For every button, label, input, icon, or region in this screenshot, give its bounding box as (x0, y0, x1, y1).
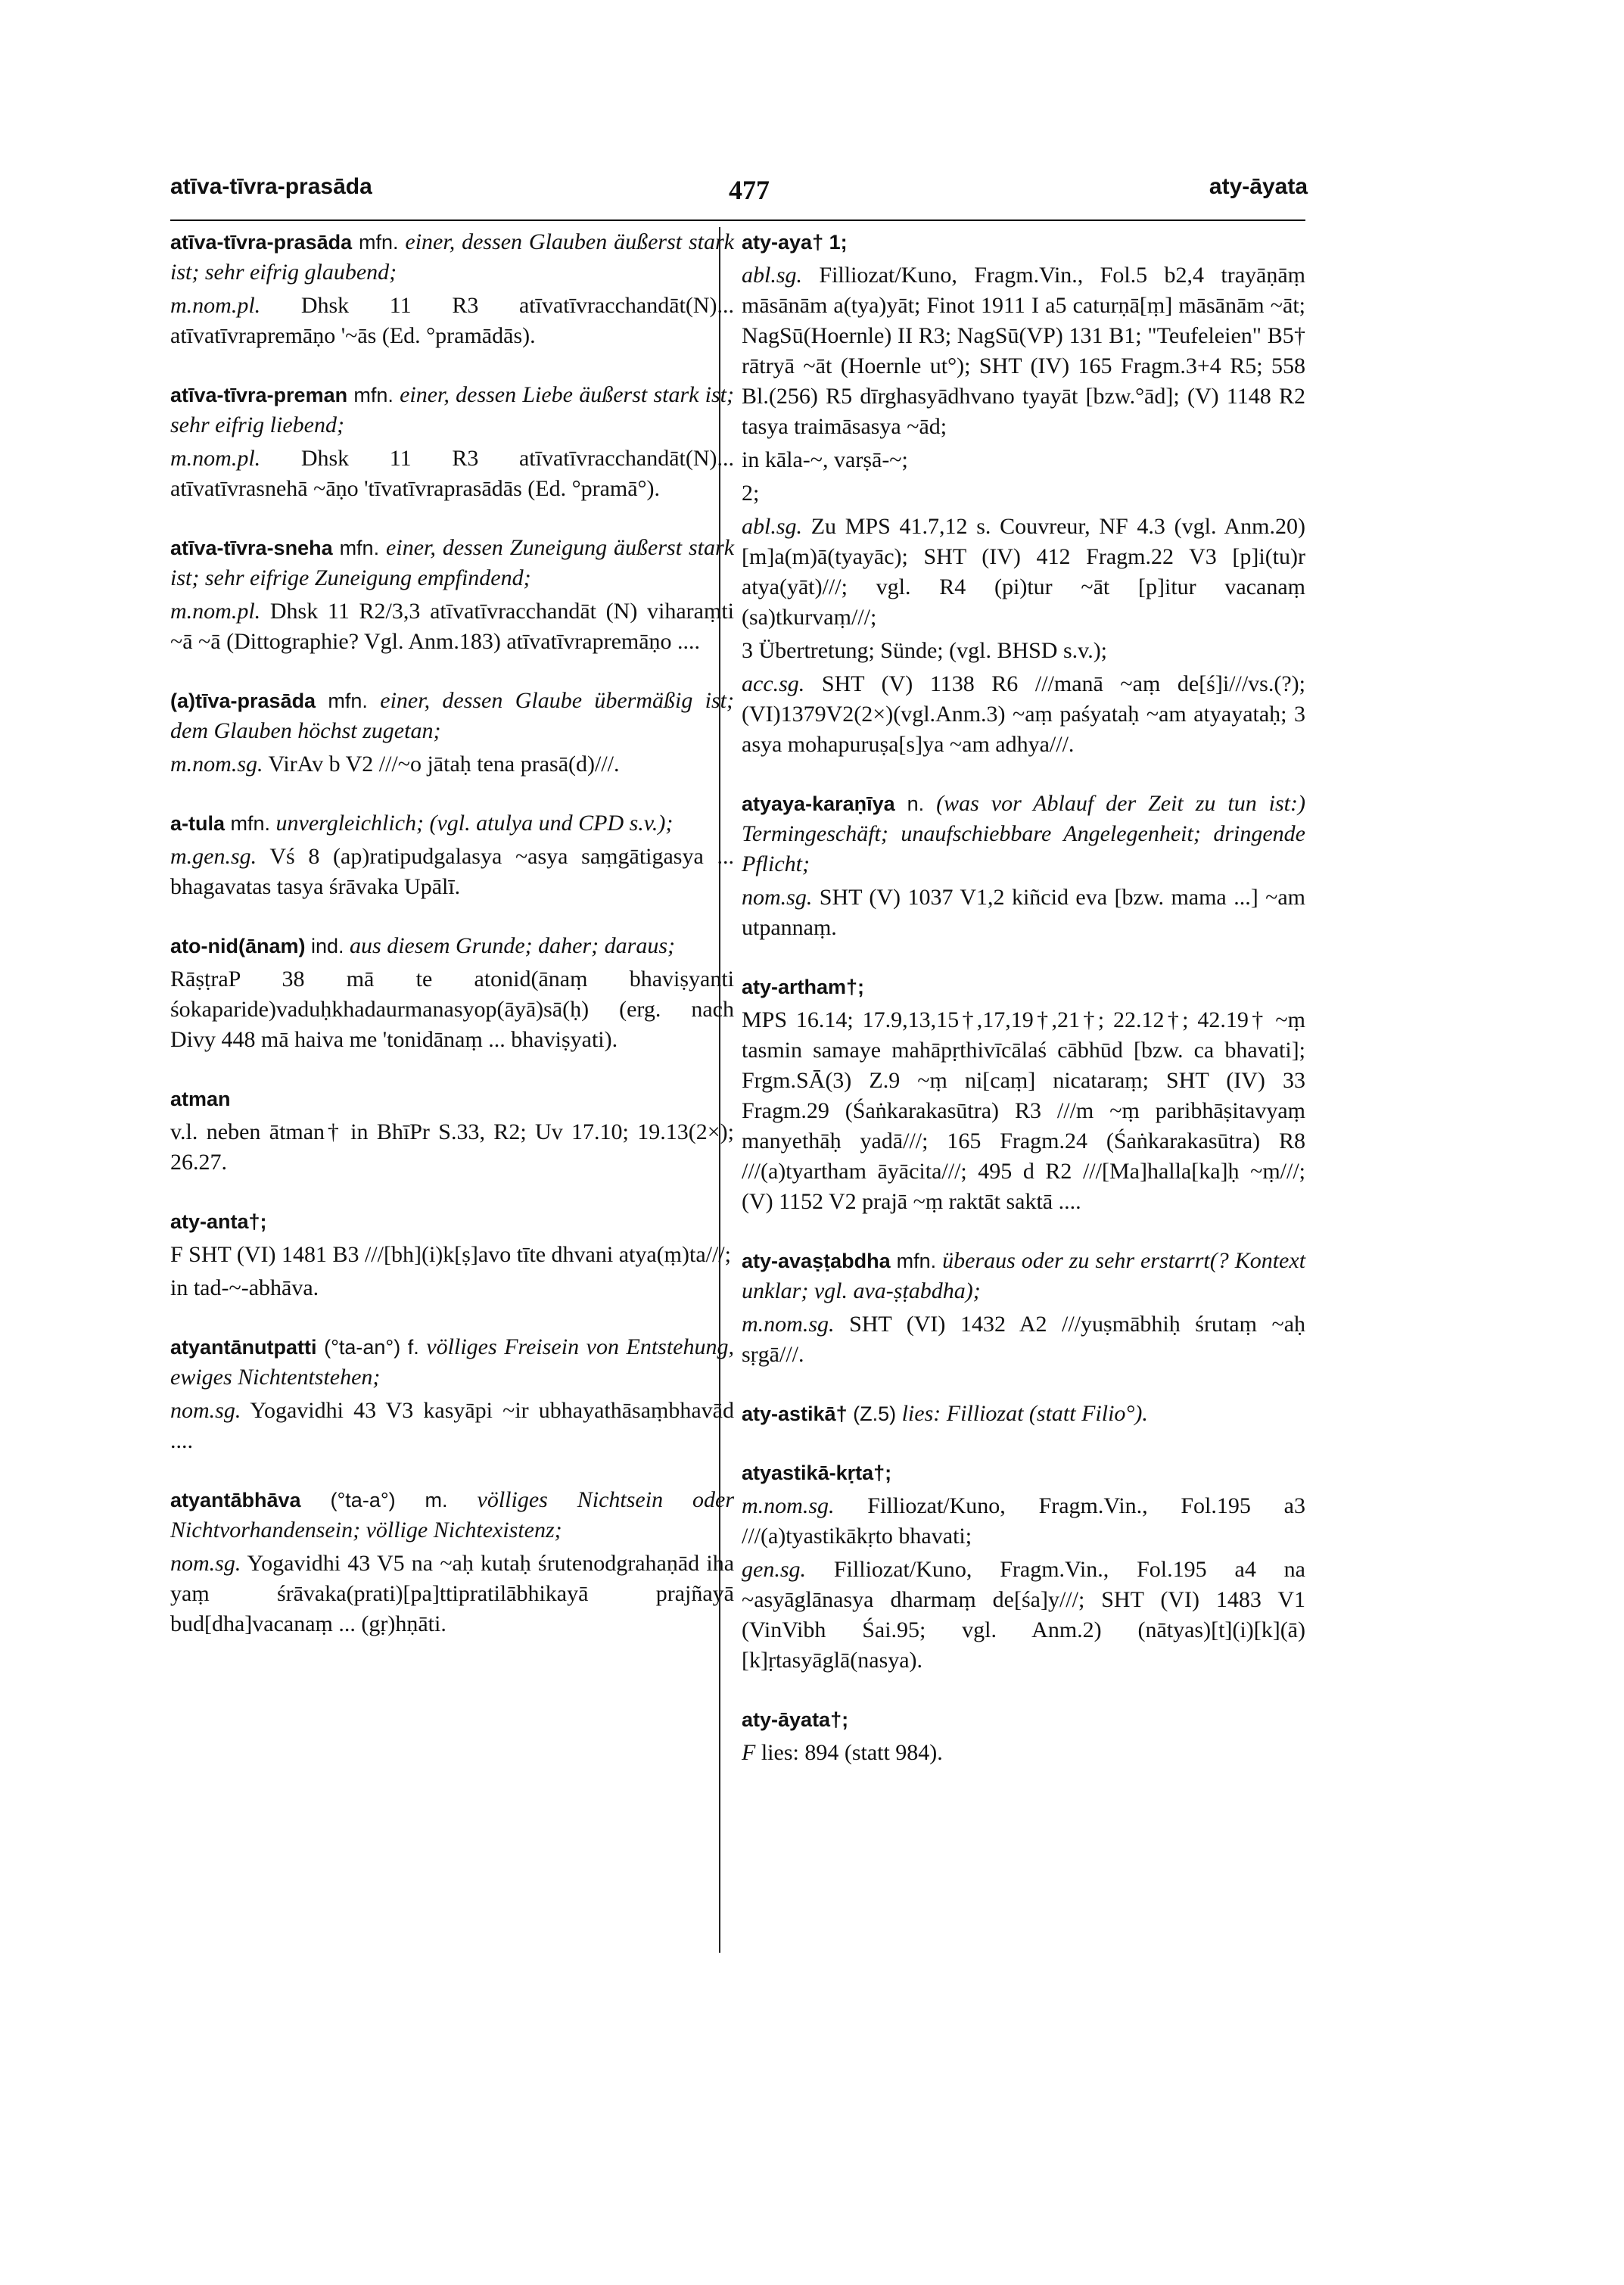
dictionary-entry (742, 1246, 1305, 1370)
entry-citation (170, 1117, 734, 1178)
citation-text: Filliozat/Kuno, Fragm.Vin., Fol.195 a3 ///(a)tyastikākṛto bhavati; (742, 1493, 1305, 1549)
entry-definition: völliges Nichtsein oder Nichtvorhandensein; völlige Nichtexistenz; (170, 1487, 734, 1543)
citation-text: 2; (742, 481, 760, 506)
entry-citation (170, 596, 734, 657)
entry-headline (742, 1246, 1305, 1306)
citation-text: RāṣṭraP 38 mā te atonid(ānaṃ bhaviṣyanti śokaparide)vaduḥkhadaurmanasyop(āyā)sā(ḥ) (erg. nach Divy 448 mā haiva me 'tonidānaṃ ... bhaviṣyati). (170, 967, 734, 1052)
dictionary-entry (170, 1084, 734, 1178)
entry-headline (742, 227, 1305, 257)
citation-text: Zu MPS 41.7,12 s. Couvreur, NF 4.3 (vgl. Anm.20) [m]a(m)ā(tyayāc); SHT (IV) 412 Fragm.22 V3 [p]i(tu)r atya(yāt)///; vgl. R4 (pi)tur ~āt [p]itur vacanaṃ (sa)tkurvaṃ///; (742, 514, 1305, 630)
entry-citation (170, 1549, 734, 1639)
dictionary-entry (742, 1458, 1305, 1676)
dictionary-entry (170, 227, 734, 351)
entry-citation (742, 1309, 1305, 1370)
entry-definition: einer, dessen Glauben äußerst stark ist; sehr eifrig glaubend; (170, 229, 734, 285)
entry-citation (742, 1005, 1305, 1217)
entry-citation (170, 964, 734, 1055)
citation-form-tag: m.gen.sg. (170, 844, 257, 869)
entry-lemma: aty-āyata†; (742, 1708, 849, 1731)
entry-citation (742, 445, 1305, 475)
entry-lemma: atyantānutpatti (170, 1336, 317, 1359)
left-column (170, 227, 734, 1668)
entry-grammar: (°ta-a°) m. (330, 1489, 448, 1511)
entry-definition: lies: Filliozat (statt Filio°). (901, 1401, 1148, 1426)
entry-grammar: (°ta-an°) f. (324, 1336, 419, 1359)
entry-grammar: n. (907, 792, 925, 815)
entry-headline (170, 1485, 734, 1546)
citation-text: VirAv b V2 ///~o jātaḥ tena prasā(d)///. (268, 752, 620, 777)
citation-form-tag: m.nom.sg. (742, 1493, 835, 1518)
dictionary-entry (170, 380, 734, 504)
entry-lemma: aty-artham†; (742, 976, 865, 998)
citation-text: 3 Übertretung; Sünde; (vgl. BHSD s.v.); (742, 638, 1108, 663)
entry-headline (170, 1084, 734, 1114)
entry-lemma: atīva-tīvra-sneha (170, 537, 333, 559)
entry-citation (170, 842, 734, 902)
entry-headline (170, 380, 734, 441)
citation-text: MPS 16.14; 17.9,13,15†,17,19†,21†; 22.12†; 42.19† ~ṃ tasmin samaye mahāpṛthivīcālaś cābhūd [bzw. ca bhavati]; Frgm.SĀ(3) Z.9 ~ṃ ni[caṃ] nicataraṃ; SHT (IV) 33 Fragm.29 (Śaṅkarakasūtra) R3 ///m ~ṃ paribhāṣitavyaṃ manyethāḥ yadā///; 165 Fragm.24 (Śaṅkarakasūtra) R8 ///(a)tyartham āyācita///; 495 d R2 ///[Ma]halla[ka]ḥ ~ṃ///; (V) 1152 V2 prajā ~ṃ raktāt saktā .... (742, 1007, 1305, 1214)
entry-lemma: atīva-tīvra-preman (170, 384, 348, 406)
entry-lemma: ato-nid(ānam) (170, 935, 306, 957)
entry-lemma: (a)tīva-prasāda (170, 690, 316, 712)
entry-headline (170, 808, 734, 839)
citation-form-tag: m.nom.pl. (170, 446, 261, 471)
entry-headline (170, 931, 734, 961)
dictionary-entry (742, 789, 1305, 943)
entry-definition: überaus oder zu sehr erstarrt(? Kontext unklar; vgl. ava-ṣṭabdha); (742, 1248, 1306, 1303)
entry-citation (170, 749, 734, 780)
right-column (742, 227, 1305, 1797)
citation-text: Yogavidhi 43 V3 kasyāpi ~ir ubhayathāsaṃbhavād .... (170, 1398, 734, 1453)
citation-form-tag: m.nom.sg. (170, 752, 263, 777)
dictionary-entry (742, 1399, 1305, 1429)
header-rule (170, 219, 1305, 221)
citation-text: in kāla-~, varṣā-~; (742, 447, 908, 472)
entry-headline (170, 686, 734, 746)
entry-definition: unvergleichlich; (vgl. atulya und CPD s.v.); (275, 811, 674, 836)
entry-headline (742, 972, 1305, 1002)
entry-lemma: aty-anta†; (170, 1210, 267, 1233)
citation-text: Yogavidhi 43 V5 na ~aḥ kutaḥ śrutenodgrahaṇād iha yaṃ śrāvaka(prati)[pa]ttipratilābhikayā prajñayā bud[dha]vacanaṃ ... (gṛ)hṇāti. (170, 1551, 735, 1636)
entry-headline (742, 1704, 1305, 1735)
citation-text: Filliozat/Kuno, Fragm.Vin., Fol.195 a4 na ~asyāglānasya dharmaṃ de[śa]y///; SHT (VI) 1483 V1 (VinVibh Śai.95; vgl. Anm.2) (nātyas)[t](i)[k](ā)[k]ṛtasyāglā(nasya). (742, 1557, 1306, 1673)
entry-definition: völliges Freisein von Entstehung, ewiges Nichtentstehen; (170, 1334, 734, 1390)
citation-text: Dhsk 11 R3 atīvatīvracchandāt(N)... atīvatīvrasnehā ~āṇo 'tīvatīvraprasādās (Ed. °pramā°). (170, 446, 734, 501)
dictionary-entry (170, 1332, 734, 1456)
entry-headline (742, 1458, 1305, 1488)
header-right-guideword: aty-āyata (1209, 174, 1308, 199)
citation-text: Dhsk 11 R2/3,3 atīvatīvracchandāt (N) viharaṃti ~ā ~ā (Dittographie? Vgl. Anm.183) atīvatīvrapremāṇo .... (170, 599, 734, 654)
entry-definition: einer, dessen Liebe äußerst stark ist; sehr eifrig liebend; (170, 382, 735, 437)
citation-text: Dhsk 11 R3 atīvatīvracchandāt(N)... atīvatīvrapremāṇo '~ās (Ed. °pramādās). (170, 293, 734, 348)
dictionary-entry (170, 533, 734, 657)
page-header (0, 174, 1624, 219)
citation-text: Vś 8 (ap)ratipudgalasya ~asya saṃgātigasya ... bhagavatas tasya śrāvaka Upālī. (170, 844, 734, 899)
citation-text: SHT (V) 1138 R6 ///manā ~aṃ de[ś]i///vs.(?);(VI)1379V2(2×)(vgl.Anm.3) ~aṃ paśyataḥ ~am atyayataḥ; 3 asya mohapuruṣa[s]ya ~am adhya///. (742, 671, 1305, 757)
entry-citation (170, 1240, 734, 1270)
entry-lemma: atman (170, 1088, 231, 1110)
entry-headline (742, 1399, 1305, 1429)
citation-text: lies: 894 (statt 984). (761, 1740, 943, 1765)
entry-grammar: mfn. (353, 384, 394, 406)
entry-lemma: aty-astikā† (742, 1402, 848, 1425)
citation-form-tag: gen.sg. (742, 1557, 806, 1582)
entry-citation (742, 669, 1305, 760)
entry-lemma: atīva-tīvra-prasāda (170, 231, 353, 254)
header-left-guideword: atīva-tīvra-prasāda (170, 174, 372, 199)
dictionary-entry (742, 972, 1305, 1217)
entry-definition: einer, dessen Glaube übermäßig ist; dem Glauben höchst zugetan; (170, 688, 734, 743)
dictionary-entry (170, 931, 734, 1055)
citation-form-tag: nom.sg. (742, 885, 813, 910)
entry-citation (170, 444, 734, 504)
page-number: 477 (729, 175, 770, 205)
citation-form-tag: abl.sg. (742, 263, 803, 288)
entry-citation (742, 1555, 1305, 1676)
entry-citation (742, 260, 1305, 442)
entry-citation (170, 291, 734, 351)
dictionary-entry (742, 1704, 1305, 1768)
entry-grammar: ind. (311, 935, 344, 957)
entry-headline (170, 227, 734, 288)
entry-citation (742, 1738, 1305, 1768)
entry-headline (170, 1332, 734, 1393)
entry-citation (742, 478, 1305, 509)
dictionary-entry (170, 686, 734, 780)
citation-form-tag: m.nom.sg. (742, 1312, 835, 1337)
entry-headline (742, 789, 1305, 879)
entry-citation (742, 1491, 1305, 1552)
entry-lemma: aty-aya† 1; (742, 231, 848, 254)
entry-headline (170, 1206, 734, 1237)
entry-lemma: atyastikā-kṛta†; (742, 1462, 892, 1484)
entry-grammar: mfn. (359, 231, 399, 254)
citation-text: SHT (V) 1037 V1,2 kiñcid eva [bzw. mama ...] ~am utpannaṃ. (742, 885, 1306, 940)
entry-grammar: mfn. (896, 1250, 937, 1272)
entry-definition: einer, dessen Zuneigung äußerst stark ist; sehr eifrige Zuneigung empfindend; (170, 535, 735, 590)
entry-citation (742, 512, 1305, 633)
entry-headline (170, 533, 734, 593)
citation-form-tag: nom.sg. (170, 1551, 241, 1576)
citation-form-tag: F (742, 1740, 756, 1765)
dictionary-entry (170, 1206, 734, 1303)
citation-form-tag: m.nom.pl. (170, 599, 261, 624)
entry-lemma: a-tula (170, 812, 226, 835)
entry-lemma: aty-avaṣṭabdha (742, 1250, 891, 1272)
citation-form-tag: m.nom.pl. (170, 293, 261, 318)
dictionary-entry (170, 1485, 734, 1639)
entry-citation (742, 636, 1305, 666)
dictionary-entry (742, 227, 1305, 760)
entry-lemma: atyaya-karaṇīya (742, 792, 895, 815)
entry-citation (170, 1396, 734, 1456)
citation-form-tag: acc.sg. (742, 671, 805, 696)
citation-text: SHT (VI) 1432 A2 ///yuṣmābhiḥ śrutaṃ ~aḥ sṛgā///. (742, 1312, 1306, 1367)
dictionary-entry (170, 808, 734, 902)
citation-text: in tad-~-abhāva. (170, 1275, 319, 1300)
citation-text: F SHT (VI) 1481 B3 ///[bh](i)k[ṣ]avo tīte dhvani atya(ṃ)ta///; (170, 1242, 731, 1267)
entry-citation (170, 1273, 734, 1303)
entry-citation (742, 883, 1305, 943)
entry-grammar: mfn. (230, 812, 271, 835)
citation-text: v.l. neben ātman† in BhīPr S.33, R2; Uv 17.10; 19.13(2×); 26.27. (170, 1119, 734, 1175)
entry-lemma: atyantābhāva (170, 1489, 301, 1511)
citation-text: Filliozat/Kuno, Fragm.Vin., Fol.5 b2,4 trayāṇāṃ māsānām a(tya)yāt; Finot 1911 I a5 caturṇā[ṃ] māsānām ~āt; NagSū(Hoernle) II R3; NagSū(VP) 131 B1; "Teufeleien" B5† rātryā ~āt (Hoernle ut°); SHT (IV) 165 Fragm.3+4 R5; 558 Bl.(256) R5 dīrghasyādhvano tyayāt [bzw.°ād]; (V) 1148 R2 tasya traimāsasya ~ād; (742, 263, 1306, 439)
entry-grammar: mfn. (328, 690, 368, 712)
entry-definition: aus diesem Grunde; daher; daraus; (350, 933, 675, 958)
entry-definition: (was vor Ablauf der Zeit zu tun ist:) Termingeschäft; unaufschiebbare Angelegenheit; dringende Pflicht; (742, 791, 1305, 876)
entry-grammar: mfn. (339, 537, 380, 559)
citation-form-tag: nom.sg. (170, 1398, 241, 1423)
entry-grammar: (Z.5) (853, 1402, 897, 1425)
citation-form-tag: abl.sg. (742, 514, 803, 539)
